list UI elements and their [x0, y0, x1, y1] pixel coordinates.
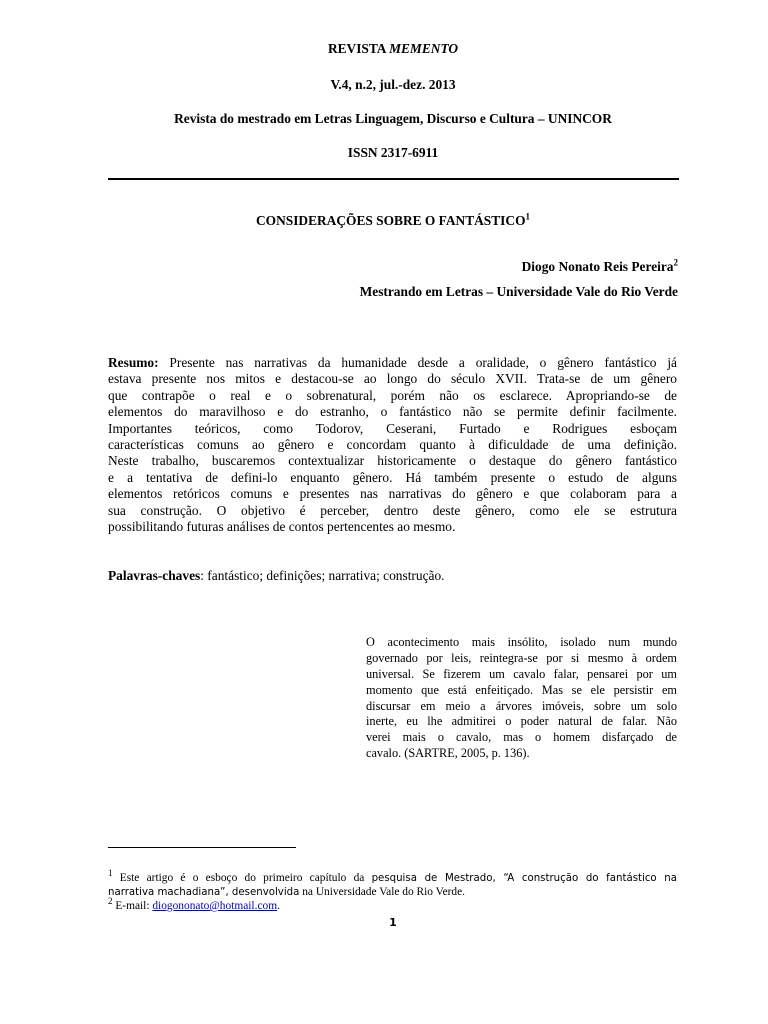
quote-line: momento que está enfeitiçado. Mas se ele persistir em	[366, 683, 677, 697]
keywords-label: Palavras-chaves	[108, 568, 201, 583]
abstract-line: Importantes teóricos, como Todorov, Ceserani, Furtado e Rodrigues esboçam	[108, 421, 677, 436]
journal-subtitle: Revista do mestrado em Letras Linguagem, Discurso e Cultura – UNINCOR	[174, 111, 612, 126]
abstract-line: que contrapõe o real e o sobrenatural, porém não os esclarece. Apropriando-se de	[108, 388, 677, 403]
footnote-2-mark: 2	[108, 896, 113, 907]
quote-line: governado por leis, reintegra-se por si mesmo à ordem	[366, 651, 677, 665]
footnote-1-mark: 1	[108, 868, 113, 879]
footnote-ref-1[interactable]: 1	[525, 211, 530, 222]
quote-line: discursar em meio a árvores imóveis, sobre um solo	[366, 699, 677, 713]
journal-issn: ISSN 2317-6911	[347, 145, 439, 160]
abstract-label: Resumo:	[108, 355, 159, 370]
article-title-text: CONSIDERAÇÕES SOBRE O FANTÁSTICO	[256, 213, 526, 228]
quote-line: verei mais o cavalo, mas o homem disfarçado de	[366, 730, 677, 744]
footnote-2: $^2$ E-mail: diogononato@hotmail.com.	[108, 896, 280, 912]
abstract-line: sua construção. O objetivo é perceber, dentro deste gênero, como ele se estrutura	[108, 503, 677, 518]
journal-name: MEMENTO	[389, 41, 459, 56]
page-number: 1	[389, 916, 397, 929]
abstract-line: possibilitando futuras análises de contos pertencentes ao mesmo.	[108, 519, 456, 534]
journal-volume: V.4, n.2, jul.-dez. 2013	[330, 77, 456, 92]
journal-prefix: REVISTA	[327, 41, 390, 56]
abstract-line: características comuns ao gênero e concordam quanto à dificuldade de uma definição.	[108, 437, 677, 452]
abstract-line: Resumo: Presente nas narrativas da humanidade desde a oralidade, o gênero fantástico já	[108, 355, 677, 370]
email-link[interactable]: diogononato@hotmail.com	[152, 900, 278, 912]
quote-line: inerte, eu lhe admitirei o poder natural de falar. Não	[366, 714, 677, 728]
quote-line: O acontecimento mais insólito, isolado num mundo	[366, 635, 677, 649]
abstract-line: estava presente nos mitos e destacou-se ao longo do século XVII. Trata-se de um gênero	[108, 371, 677, 386]
quote-line: universal. Se fizerem um cavalo falar, pensarei por um	[366, 667, 677, 681]
footnote-1: $^1$ Este artigo é o esboço do primeiro capítulo da pesquisa de Mestrado, “A construção do fantástico na	[108, 868, 677, 884]
author-affiliation: Mestrando em Letras – Universidade Vale do Rio Verde	[359, 284, 678, 299]
footnote-1-cont: narrativa machadiana”, desenvolvida na Universidade Vale do Rio Verde.	[108, 886, 466, 898]
header-divider	[108, 178, 679, 180]
abstract-line: Neste trabalho, buscaremos contextualizar historicamente o destaque do gênero fantástico	[108, 453, 677, 468]
keywords	[108, 568, 677, 584]
quote-line: cavalo. (SARTRE, 2005, p. 136).	[366, 746, 530, 760]
abstract-line: elementos retóricos comuns e presentes nas narrativas do gênero e que colaboram para a	[108, 486, 677, 501]
keywords-text: : fantástico; definições; narrativa; construção.	[200, 568, 445, 583]
journal-title	[108, 41, 678, 57]
abstract-line: elementos do maravilhoso e do estranho, o fantástico não se permite definir facilmente.	[108, 404, 677, 419]
footnote-divider	[108, 847, 296, 848]
article-title	[108, 213, 678, 229]
author-name-text: Diogo Nonato Reis Pereira	[521, 259, 674, 274]
author-name	[108, 259, 678, 275]
abstract-line: e a tentativa de defini-lo enquanto gênero. Há também presente o estudo de alguns	[108, 470, 677, 485]
footnote-ref-2[interactable]: 2	[673, 257, 678, 268]
